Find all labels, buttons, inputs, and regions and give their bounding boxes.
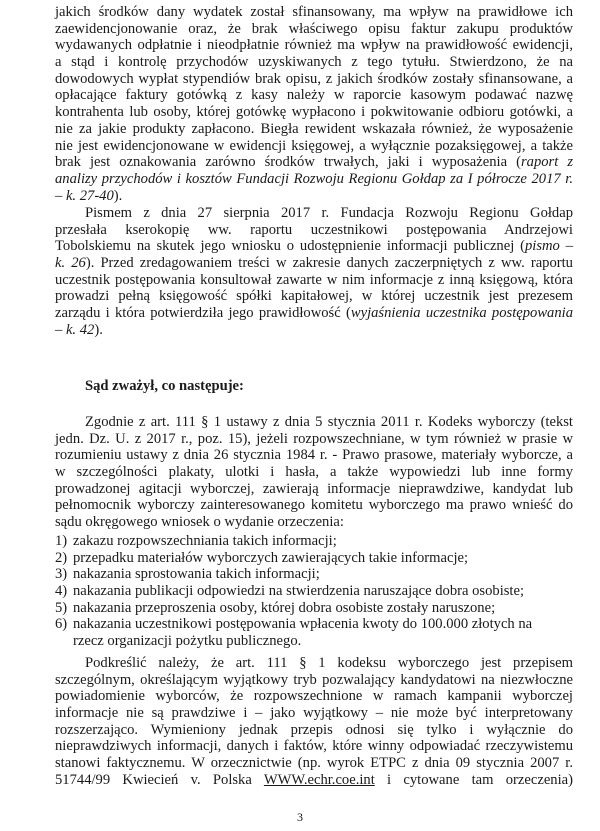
text-line: w szczególności plakaty, ulotki i hasła, a także wypowiedzi lub inne formy (55, 464, 573, 481)
text-line (55, 772, 573, 789)
list-number: 3) (55, 566, 68, 583)
list-text: zakazu rozpowszechniania takich informacji; (73, 533, 337, 549)
text-line: pełnomocnik wyborczy zainteresowanego komitetu wyborczego ma prawo wnieść do (55, 497, 573, 514)
paragraph-4 (55, 655, 573, 789)
paragraph-1 (55, 4, 573, 204)
citation-italic: wyjaśnienia uczestnika postępowania (350, 305, 573, 322)
text-line: rozszerzająco. Wymieniony jednak przepis odnosi się tylko i wyłącznie do (55, 721, 573, 738)
website-link[interactable]: WWW.echr.coe.int (263, 771, 375, 788)
list-item (55, 600, 573, 617)
list-number: 6) (55, 616, 68, 633)
text-line: nie za jakie produkty zapłacono. Biegła rewident wskazała również, że wyposażenie (55, 120, 573, 137)
list-text: nakazania przeproszenia osoby, której dobra osobiste zostały naruszone; (73, 599, 496, 616)
text-line: kontrahenta lub osoby, której gotówkę wypłacono i pokwitowanie odbioru gotówki, a (55, 104, 573, 121)
text-line (55, 255, 573, 272)
list-number: 2) (55, 549, 68, 566)
text-line: nie jest ewidencjonowane w ewidencji księgowej, a wyłącznie pozaksięgowej, a także (55, 137, 573, 154)
list-number: 5) (55, 599, 68, 616)
text-line (55, 322, 573, 339)
citation-italic: – k. 27-40 (55, 187, 114, 204)
list-text: nakazania publikacji odpowiedzi na stwierdzenia naruszające dobra osobiste; (73, 583, 525, 600)
list-item (55, 533, 573, 550)
text-line: jakich środków dany wydatek został sfinansowany, ma wpływ na prawidłowe ich (55, 4, 573, 20)
list-item (55, 616, 573, 633)
text-line: nieprawdziwych informacji, danych i faktów, które winny odpowiadać rzeczywistemu (55, 738, 573, 755)
text-line: przesłała kserokopię ww. raportu uczestnikowi postępowania Andrzejowi (55, 221, 573, 238)
text-line (55, 171, 573, 188)
text-fragment: brak jest oznakowania zarówno środków trwałych, jaki i wyposażenia ( (55, 154, 521, 171)
text-line: informacje nie są prawdziwe i – jako wyjątkowy – nie może być interpretowany (55, 705, 573, 722)
text-line: Zgodnie z art. 111 § 1 ustawy z dnia 5 stycznia 2011 r. Kodeks wyborczy (tekst (85, 414, 573, 430)
text-line (55, 238, 573, 255)
list-item (55, 566, 573, 583)
paragraph-3 (55, 414, 573, 531)
list-text: nakazania uczestnikowi postępowania wpłacenia kwoty do 100.000 złotych na (73, 616, 533, 633)
text-fragment: ). (94, 321, 103, 338)
list-item-continuation: rzecz organizacji pożytku publicznego. (73, 633, 302, 650)
text-line: jedn. Dz. U. z 2017 r., poz. 15), jeżeli rozpowszechniane, w tym również w prasie w (55, 430, 573, 447)
citation-italic: raport z (520, 154, 573, 171)
text-fragment: ). (113, 187, 123, 204)
paragraph-2 (55, 205, 573, 339)
text-fragment: 51744/99 Kwiecień v. Polska (55, 771, 264, 788)
text-line: zaewidencjonowanie oraz, że brak właściwego opisu faktur zakupu produktów (55, 20, 573, 37)
text-fragment: zarządu i która potwierdziła jego prawidłowość ( (55, 305, 351, 322)
text-line (55, 154, 573, 171)
text-line: wydawanych odpłatnie i nieodpłatnie również ma wpływ na prawidłowość ewidencji, (55, 37, 573, 54)
text-line: prowadzi pełną księgowość spółki kapitałowej, w której uczestnik jest prezesem (55, 288, 573, 305)
text-line: opłacające faktury gotówką z kasy należy w raporcie kasowym podawać nazwę (55, 87, 573, 104)
text-line: Pismem z dnia 27 sierpnia 2017 r. Fundacja Rozwoju Regionu Gołdap (85, 205, 573, 221)
text-line (55, 305, 573, 322)
text-line: Podkreślić należy, że art. 111 § 1 kodeksu wyborczego jest przepisem (85, 655, 573, 671)
text-line: stanowi faktycznemu. W orzecznictwie (np. wyrok ETPC z dnia 09 stycznia 2007 r. (55, 755, 573, 772)
text-line: sądu okręgowego wniosek o wydanie orzeczenia: (55, 514, 344, 531)
text-fragment: Tobolskiemu na skutek jego wniosku o udostępnienie informacji publicznej ( (55, 238, 525, 255)
numbered-list (55, 533, 573, 650)
list-text: przepadku materiałów wyborczych zawierających takie informacje; (73, 549, 469, 566)
list-number: 1) (55, 533, 68, 549)
list-item (55, 583, 573, 600)
section-heading: Sąd zważył, co następuje: (85, 378, 244, 394)
citation-italic: k. 26 (55, 255, 86, 272)
list-item (55, 550, 573, 567)
text-line: powiadomienie wyborców, że rozpowszechnione w ramach kampanii wyborczej (55, 688, 573, 705)
text-line (55, 188, 573, 205)
text-line: prowadzonej agitacji wyborczej, zawierają informacje nieprawdziwe, kandydat lub (55, 480, 573, 497)
text-line: rozumieniu ustawy z dnia 26 stycznia 1984 r. - Prawo prasowe, materiały wyborcze, a (55, 447, 573, 464)
text-line: szczególnym, określającym wyjątkowy tryb pozwalający kandydatowi na niezwłoczne (55, 671, 573, 688)
list-number: 4) (55, 583, 68, 600)
citation-italic: pismo – (524, 238, 574, 255)
text-fragment: ). Przed zredagowaniem treści w zakresie danych zaczerpniętych z ww. raportu (85, 255, 573, 272)
text-fragment: i cytowane tam orzeczenia) (374, 771, 573, 788)
list-text: nakazania sprostowania takich informacji; (73, 566, 320, 583)
citation-italic: analizy przychodów i kosztów Fundacji Rozwoju Regionu Gołdap za I półrocze 2017 r. (55, 170, 573, 187)
page-number: 3 (297, 810, 303, 824)
text-line: dowodowych wypłat stypendiów brak opisu, z jakich środków zostały sfinansowane, a (55, 70, 573, 87)
text-line: a stąd i kontrolę przychodów uzyskiwanych z tego tytułu. Stwierdzono, że na (55, 54, 573, 71)
citation-italic: – k. 42 (55, 321, 95, 338)
text-line: uczestnik postępowania konsultował zawarte w nim informacje z inną księgową, która (55, 271, 573, 288)
